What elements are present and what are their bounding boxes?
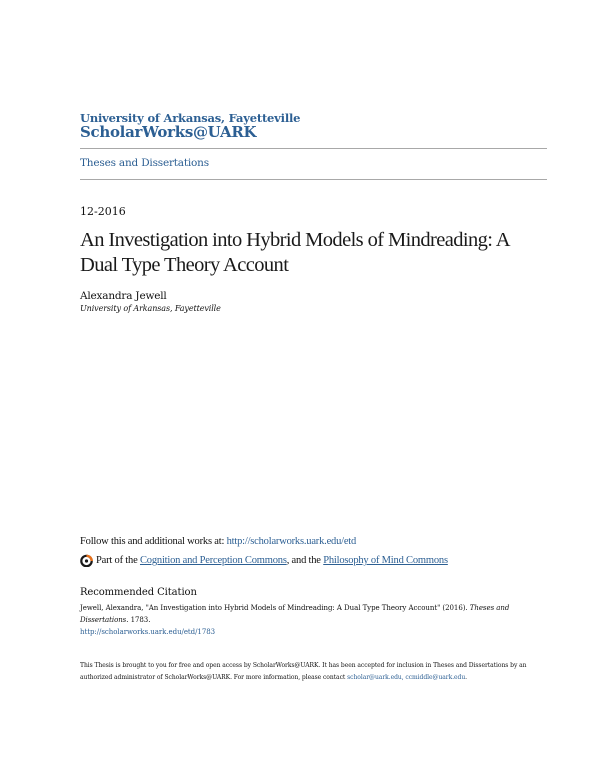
contact-emails[interactable]: scholar@uark.edu, ccmiddle@uark.edu — [347, 674, 466, 681]
notice-text: This Thesis is brought to you for free and open access by ScholarWorks@UARK. It has been accepted for inclusion in Theses and Dissertations by an authorized administrator of ScholarWorks@UARK. For more information, please contact — [80, 662, 527, 681]
access-notice — [80, 660, 530, 684]
part-of-line — [80, 554, 448, 567]
author-affiliation: University of Arkansas, Fayetteville — [80, 304, 221, 313]
citation-heading: Recommended Citation — [80, 587, 197, 598]
open-access-icon — [80, 554, 93, 567]
publication-date: 12-2016 — [80, 205, 126, 218]
citation-body: Jewell, Alexandra, "An Investigation into Hybrid Models of Mindreading: A Dual Type Theory Account" (2016). — [80, 604, 470, 612]
top-divider — [80, 148, 547, 149]
document-title: An Investigation into Hybrid Models of Mindreading: A Dual Type Theory Account — [80, 229, 509, 276]
author-name: Alexandra Jewell — [80, 290, 167, 302]
repository-name[interactable]: ScholarWorks@UARK — [80, 123, 257, 141]
collection-link[interactable]: Theses and Dissertations — [80, 157, 209, 169]
citation-url[interactable]: http://scholarworks.uark.edu/etd/1783 — [80, 628, 216, 636]
etd-link[interactable]: http://scholarworks.uark.edu/etd — [226, 536, 357, 547]
institution-name: University of Arkansas, Fayetteville — [80, 111, 301, 125]
citation-number: . 1783. — [126, 616, 151, 624]
philosophy-commons-link[interactable]: Philosophy of Mind Commons — [323, 555, 448, 566]
part-prefix: Part of the — [96, 555, 138, 566]
part-middle: , and the — [286, 555, 321, 566]
citation-series: Theses and Dissertations — [80, 604, 510, 624]
follow-line — [80, 536, 356, 547]
cognition-commons-link[interactable]: Cognition and Perception Commons — [139, 555, 287, 566]
citation-text — [80, 602, 520, 638]
notice-end: . — [465, 674, 468, 681]
follow-prefix: Follow this and additional works at: — [80, 536, 227, 547]
bottom-divider — [80, 179, 547, 180]
